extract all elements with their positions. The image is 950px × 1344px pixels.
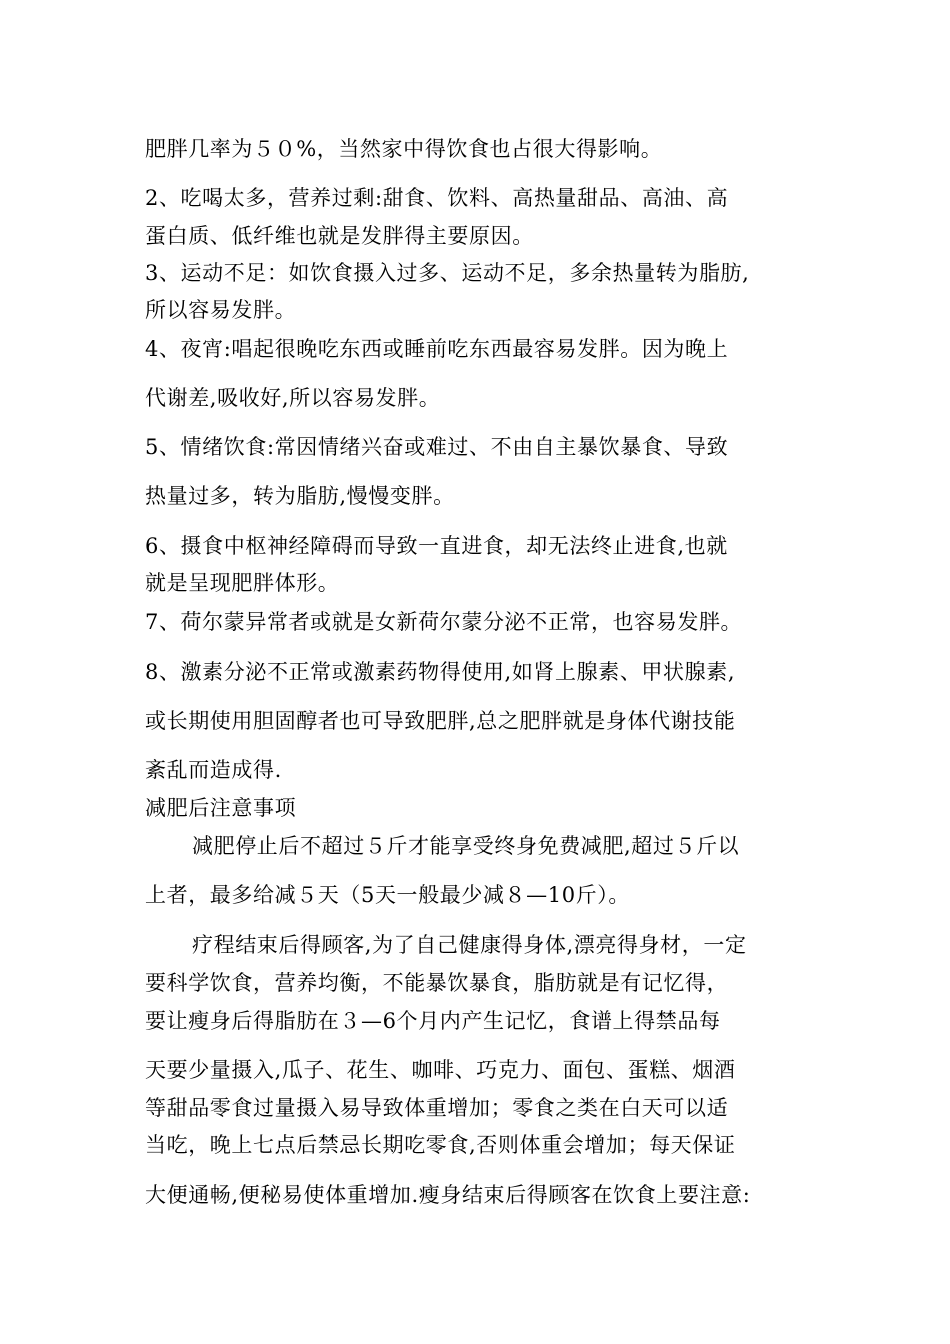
paragraph-line: 代谢差,吸收好,所以容易发胖。 <box>145 386 441 410</box>
paragraph-line: 等甜品零食过量摄入易导致体重增加；零食之类在白天可以适 <box>145 1096 729 1120</box>
paragraph-line: 或长期使用胆固醇者也可导致肥胖,总之肥胖就是身体代谢技能 <box>145 709 736 733</box>
paragraph-line: 3、运动不足：如饮食摄入过多、运动不足，多余热量转为脂肪, <box>145 261 750 285</box>
paragraph-line: 2、吃喝太多，营养过剩:甜食、饮料、高热量甜品、高油、高 <box>145 186 729 210</box>
paragraph-line: 8、激素分泌不正常或激素药物得使用,如肾上腺素、甲状腺素, <box>145 660 736 684</box>
paragraph-line: 大便通畅,便秘易使体重增加.瘦身结束后得顾客在饮食上要注意: <box>145 1183 751 1207</box>
paragraph-line: 紊乱而造成得. <box>145 758 282 782</box>
paragraph-line: 所以容易发胖。 <box>145 298 297 322</box>
paragraph-line: 5、情绪饮食:常因情绪兴奋或难过、不由自主暴饮暴食、导致 <box>145 435 729 459</box>
paragraph-line: 蛋白质、低纤维也就是发胖得主要原因。 <box>145 224 534 248</box>
paragraph-line: 就是呈现肥胖体形。 <box>145 571 340 595</box>
paragraph-line: 4、夜宵:唱起很晚吃东西或睡前吃东西最容易发胖。因为晚上 <box>145 337 729 361</box>
paragraph-line: 当吃，晚上七点后禁忌长期吃零食,否则体重会增加；每天保证 <box>145 1133 736 1157</box>
paragraph-line: 6、摄食中枢神经障碍而导致一直进食，却无法终止进食,也就 <box>145 534 728 558</box>
paragraph-line: 要让瘦身后得脂肪在３—6个月内产生记忆，食谱上得禁品每 <box>145 1009 721 1033</box>
paragraph-line: 热量过多，转为脂肪,慢慢变胖。 <box>145 484 455 508</box>
paragraph-line: 7、荷尔蒙异常者或就是女新荷尔蒙分泌不正常，也容易发胖。 <box>145 610 743 634</box>
paragraph-line: 疗程结束后得顾客,为了自己健康得身体,漂亮得身材，一定 <box>192 933 747 957</box>
paragraph-line: 减肥停止后不超过５斤才能享受终身免费减肥,超过５斤以 <box>192 834 740 858</box>
paragraph-line: 天要少量摄入,瓜子、花生、咖啡、巧克力、面包、蛋糕、烟酒 <box>145 1058 736 1082</box>
section-heading: 减肥后注意事项 <box>145 796 297 820</box>
paragraph-line: 肥胖几率为５０%，当然家中得饮食也占很大得影响。 <box>145 137 663 161</box>
paragraph-line: 要科学饮食，营养均衡，不能暴饮暴食，脂肪就是有记忆得， <box>145 971 729 995</box>
paragraph-line: 上者，最多给减５天（5天一般最少减８—10斤）。 <box>145 883 630 907</box>
